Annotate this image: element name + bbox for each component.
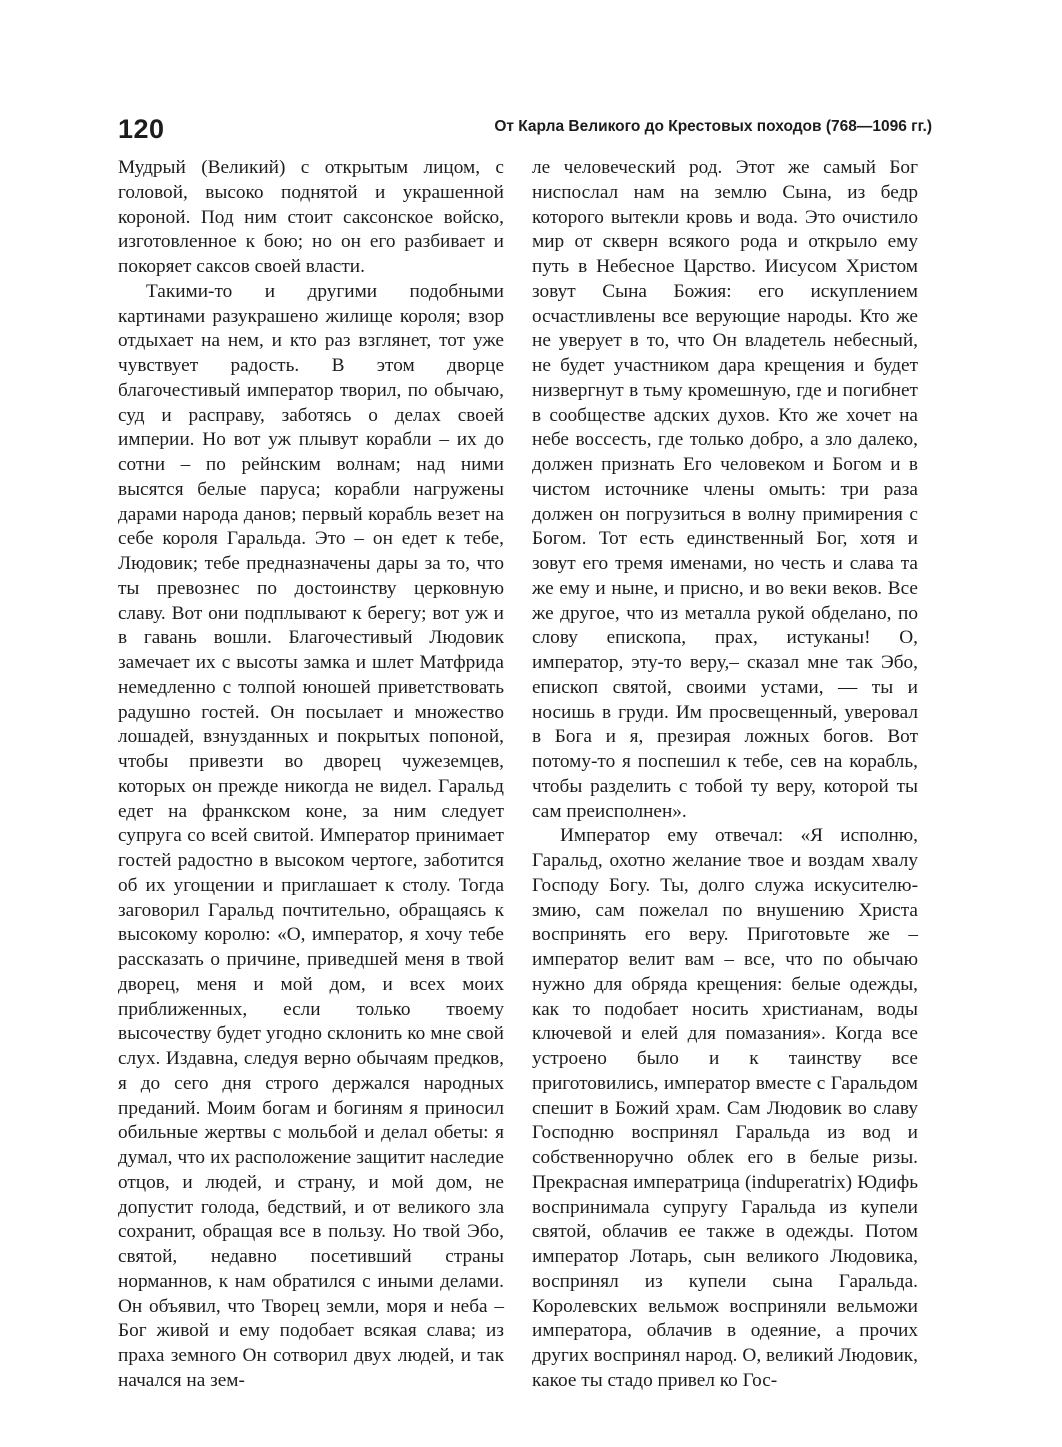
right-column — [532, 156, 918, 1394]
paragraph: Мудрый (Великий) с открытым лицом, с головой, высоко поднятой и украшенной короной. Под ним стоит саксонское войско, изготовленное к бою; но он его разбивает и покоряет саксов своей власти. — [118, 157, 504, 277]
paragraph: Такими-то и другими подобными картинами разукрашено жилище короля; взор отдыхает на нем, и кто раз взглянет, тот уже чувствует радость. В этом дворце благочестивый император творил, по обычаю, суд и расправу, заботясь о делах своей империи. Но вот уж плывут корабли – их до сотни – по рейнским волнам; над ними высятся белые паруса; корабли нагружены дарами народа данов; первый корабль везет на себе короля Гаральда. Это – он едет к тебе, Людовик; тебе предназначены дары за то, что ты превознес по достоинству церковную славу. Вот они подплывают к берегу; вот уж и в гавань вошли. Благочестивый Людовик замечает их с высоты замка и шлет Матфрида немедленно с толпой юношей приветствовать радушно гостей. Он посылает и множество лошадей, взнузданных и покрытых попоной, чтобы привезти во дворец чужеземцев, которых он прежде никогда не видел. Гаральд едет на франкском коне, за ним следует супруга со всей свитой. Император принимает гостей радостно в высоком чертоге, заботится об их угощении и приглашает к столу. Тогда заговорил Гаральд почтительно, обращаясь к высокому королю: «О, император, я хочу тебе рассказать о причине, приведшей меня в твой дворец, меня и мой дом, и всех моих приближенных, если только твоему высочеству будет угодно склонить ко мне свой слух. Издавна, следуя верно обычаям предков, я до сего дня строго держался народных преданий. Моим богам и богиням я приносил обильные жертвы с мольбой и делал обеты: я думал, что их расположение защитит наследие отцов, и людей, и страну, и мой дом, не допустит голода, бедствий, и от великого зла сохранит, обращая все в пользу. Но твой Эбо, святой, недавно посетивший страны норманнов, к нам обратился с иными делами. Он объявил, что Творец земли, моря и неба – Бог живой и ему подобает всякая слава; из праха земного Он сотворил двух людей, и так начался на зем- — [118, 280, 504, 1391]
left-column — [118, 156, 504, 1394]
paragraph: Император ему отвечал: «Я исполню, Гаральд, охотно желание твое и воздам хвалу Господу Богу. Ты, долго служа искусителю-змию, сам пожелал по внушению Христа воспринять его веру. Приготовьте же – император велит вам – все, что по обычаю нужно для обряда крещения: белые одежды, как то подобает носить христианам, воды ключевой и елей для помазания». Когда все устроено было и к таинству все приготовились, император вместе с Гаральдом спешит в Божий храм. Сам Людовик во славу Господню воспринял Гаральда из вод и собственноручно облек его в белые ризы. Прекрасная императрица (induperatrix) Юдифь воспринимала супругу Гаральда из купели святой, облачив ее также в одежды. Потом император Лотарь, сын великого Людовика, воспринял из купели сына Гаральда. Королевских вельмож восприняли вельможи императора, облачив в одеяние, а прочих других воспринял народ. О, великий Людовик, какое ты стадо привел ко Гос- — [532, 825, 918, 1391]
paragraph: ле человеческий род. Этот же самый Бог ниспослал нам на землю Сына, из бедр которого вытекли кровь и вода. Это очистило мир от скверн всякого рода и открыло ему путь в Небесное Царство. Иисусом Христом зовут Сына Божия: его искуплением осчастливлены все верующие народы. Кто же не уверует в то, что Он владетель небесный, не будет участником дара крещения и будет низвергнут в тьму кромешную, где и погибнет в сообществе адских духов. Кто же хочет на небе воссесть, где только добро, а зло далеко, должен признать Его человеком и Богом и в чистом источнике члены омыть: три раза должен он погрузиться в волну примирения с Богом. Тот есть единственный Бог, хотя и зовут его тремя именами, но честь и слава та же ему и ныне, и присно, и во веки веков. Все же другое, что из металла рукой обделано, по слову епископа, прах, истуканы! О, император, эту-то веру,– сказал мне так Эбо, епископ святой, своими устами, — ты и носишь в груди. Им просвещенный, уверовал в Бога и я, презирая ложных богов. Вот потому-то я поспешил к тебе, сев на корабль, чтобы разделить с тобой ту веру, которой ты сам преисполнен». — [532, 157, 918, 822]
running-title: От Карла Великого до Крестовых походов (768—1096 гг.) — [494, 118, 932, 135]
page-number: 120 — [118, 114, 165, 144]
